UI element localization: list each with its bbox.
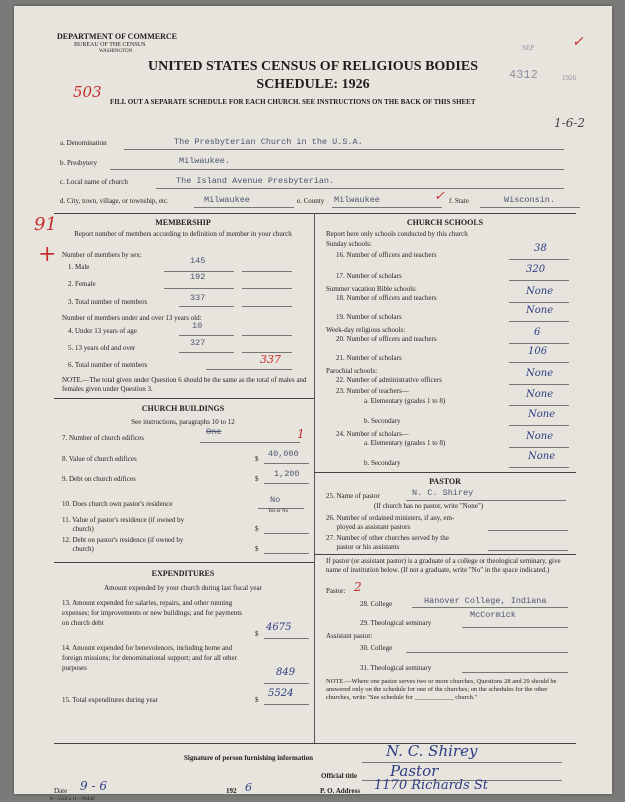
q24b-label: b. Secondary — [364, 459, 401, 467]
denomination-value: The Presbyterian Church in the U.S.A. — [174, 137, 363, 147]
red-margin-number: 91 — [34, 214, 57, 235]
under-13-value: 10 — [192, 321, 203, 331]
members-by-sex-label: Number of members by sex: — [62, 251, 142, 259]
buildings-heading: CHURCH BUILDINGS — [141, 404, 225, 413]
department-heading: DEPARTMENT OF COMMERCE — [57, 32, 178, 41]
signature-value: N. C. Shirey — [386, 742, 478, 760]
q29-value: McCormick — [470, 610, 516, 620]
male-value: 145 — [190, 256, 206, 266]
parsonage-debt-label: 12. Debt on pastor's residence (if owned by church) — [62, 536, 184, 553]
female-label: 2. Female — [68, 280, 96, 288]
membership-note: NOTE.—The total given under Question 6 should be the same as the total of males and females given under Question 3. — [62, 376, 307, 393]
value-edifices-label: 8. Value of church edifices — [62, 455, 137, 463]
male-label: 1. Male — [68, 263, 90, 271]
dollar-sign-parsonage-debt: $ — [255, 545, 259, 553]
sunday-schools-label: Sunday schools: — [326, 240, 372, 248]
total-members-6-value: 337 — [260, 353, 281, 366]
membership-heading: MEMBERSHIP — [155, 218, 211, 227]
debt-edifices-label: 9. Debt on church edifices — [62, 475, 136, 483]
form-number: 8—5518 a 11—9044d — [50, 797, 95, 802]
total-expenditures-value: 5524 — [268, 688, 294, 699]
local-name-label: c. Local name of church — [60, 178, 128, 186]
q17-label: 17. Number of scholars — [336, 272, 402, 280]
q21-label: 21. Number of scholars — [336, 354, 402, 362]
q29-label: 29. Theological seminary — [360, 619, 432, 627]
q22-value: None — [526, 368, 554, 379]
parsonage-value: No — [270, 495, 281, 505]
benevolences-value: 849 — [276, 667, 296, 678]
q24b-value: None — [528, 451, 556, 462]
total-members-label: 3. Total number of members — [68, 298, 148, 306]
po-address-value: 1170 Richards St — [374, 778, 489, 793]
county-value: Milwaukee — [334, 195, 380, 205]
date-annotation: 1-6-2 — [554, 116, 586, 130]
city-label: d. City, town, village, or township, etc. — [60, 197, 169, 205]
q22-label: 22. Number of administrative officers — [336, 376, 442, 384]
total-members-6-label: 6. Total number of members — [68, 361, 148, 369]
salaries-value: 4675 — [266, 622, 292, 633]
q20-label: 20. Number of officers and teachers — [336, 335, 437, 343]
stamp-year: 1926 — [562, 74, 576, 82]
schools-intro: Report here only schools conducted by this church — [326, 230, 468, 238]
q24-label: 24. Number of scholars— — [336, 430, 409, 438]
q25-value: N. C. Shirey — [412, 488, 474, 498]
membership-intro: Report number of members according to definition of member in your church — [74, 230, 292, 238]
q16-label: 16. Number of officers and teachers — [336, 251, 437, 259]
q25-hint: (If church has no pastor, write "None") — [374, 502, 484, 510]
yes-or-no-hint: Yes or No — [268, 509, 289, 514]
date-value: 9 - 6 — [80, 779, 107, 793]
buildings-instructions: See instructions, paragraphs 10 to 12 — [131, 418, 235, 426]
q24a-value: None — [526, 431, 554, 442]
official-title-label: Official title — [321, 772, 357, 780]
pastor-red-mark: 2 — [354, 580, 362, 594]
dollar-sign-15: $ — [255, 696, 259, 704]
year-prefix: 192 — [226, 787, 237, 795]
pastor-label: Pastor: — [326, 587, 346, 595]
q16-value: 38 — [534, 243, 547, 254]
red-check-top: ✓ — [572, 34, 584, 50]
q23b-value: None — [528, 409, 556, 420]
female-value: 192 — [190, 272, 206, 282]
dollar-sign-value: $ — [255, 455, 259, 463]
po-address-label: P. O. Address — [320, 787, 361, 795]
q24a-label: a. Elementary (grades 1 to 8) — [364, 439, 446, 447]
q21-value: 106 — [528, 346, 548, 357]
parsonage-value-label: 11. Value of pastor's residence (if owned by church) — [62, 516, 185, 533]
q26-label: 26. Number of ordained ministers, if any, em- ployed as assistant pastors — [326, 514, 455, 531]
red-number-annotation: 503 — [73, 83, 102, 101]
under-13-label: 4. Under 13 years of age — [68, 327, 137, 335]
bureau-heading: BUREAU OF THE CENSUS — [74, 42, 146, 48]
q18-value: None — [526, 286, 554, 297]
q25-label: 25. Name of pastor — [326, 492, 380, 500]
red-plus-mark: + — [38, 242, 57, 267]
presbytery-value: Milwaukee. — [179, 156, 231, 166]
expenditures-heading: EXPENDITURES — [151, 569, 215, 578]
q28-value: Hanover College, Indiana — [424, 596, 547, 606]
q23a-label: a. Elementary (grades 1 to 8) — [364, 397, 446, 405]
stamp-month: SEP — [522, 44, 535, 52]
q23a-value: None — [526, 389, 554, 400]
edifices-value: 1 — [297, 427, 305, 441]
state-value: Wisconsin. — [504, 195, 556, 205]
over-13-value: 327 — [190, 338, 206, 348]
q28-label: 28. College — [360, 600, 393, 608]
signature-label: Signature of person furnishing information — [184, 754, 313, 762]
assistant-pastor-label: Assistant pastor: — [326, 632, 373, 640]
state-label: f. State — [449, 197, 469, 205]
schools-heading: CHURCH SCHOOLS — [406, 218, 484, 227]
form-title: UNITED STATES CENSUS OF RELIGIOUS BODIES — [147, 59, 478, 74]
q17-value: 320 — [526, 264, 546, 275]
local-name-value: The Island Avenue Presbyterian. — [176, 176, 335, 186]
city-heading: WASHINGTON — [99, 49, 133, 54]
date-label: Date — [54, 787, 68, 795]
salaries-label: 13. Amount expended for salaries, repairs, and other running expenses; for improvements or new buildings; and for payments on church debt — [62, 599, 243, 627]
dollar-sign-parsonage: $ — [255, 525, 259, 533]
q27-label: 27. Number of other churches served by the pastor or his assistants — [326, 534, 449, 551]
q23-label: 23. Number of teachers— — [336, 387, 409, 395]
q31-label: 31. Theological seminary — [360, 664, 432, 672]
presbytery-label: b. Presbytery — [60, 159, 97, 167]
over-13-label: 5. 13 years old and over — [68, 344, 136, 352]
multiple-churches-note: NOTE.—Where one pastor serves two or more churches, Questions 28 and 29 should be answered only on the schedule for one of the churches; on the schedules for the other churches, write "See schedule for ____________ church." — [326, 678, 557, 701]
city-value: Milwaukee — [204, 195, 250, 205]
q23b-label: b. Secondary — [364, 417, 401, 425]
county-label: e. County — [297, 197, 325, 205]
summer-schools-label: Summer vacation Bible schools: — [326, 285, 417, 293]
q18-label: 18. Number of officers and teachers — [336, 294, 437, 302]
q20-value: 6 — [534, 327, 541, 338]
college-note: If pastor (or assistant pastor) is a graduate of a college or theological seminary, give name of institution below. (If not a graduate, write "No" in the space indicated.) — [326, 557, 561, 574]
edifices-label: 7. Number of church edifices — [62, 434, 144, 442]
edifices-struck: One — [206, 427, 222, 437]
pastor-heading: PASTOR — [429, 477, 461, 486]
dollar-sign-13: $ — [255, 630, 259, 638]
benevolences-label: 14. Amount expended for benevolences, including home and foreign missions; for denominational support; and for all other purposes — [62, 644, 237, 672]
q30-label: 30. College — [360, 644, 393, 652]
by-age-label: Number of members under and over 13 years old: — [62, 314, 202, 322]
q19-value: None — [526, 305, 554, 316]
expenditures-intro: Amount expended by your church during last fiscal year — [104, 584, 262, 592]
official-title-value: Pastor — [390, 762, 439, 780]
value-edifices-value: 40,000 — [268, 449, 299, 459]
stamp-number: 4312 — [509, 68, 538, 82]
dollar-sign-debt: $ — [255, 475, 259, 483]
parsonage-label: 10. Does church own pastor's residence — [62, 500, 173, 508]
debt-edifices-value: 1,200 — [274, 469, 300, 479]
total-members-value: 337 — [190, 293, 206, 303]
total-expenditures-label: 15. Total expenditures during year — [62, 696, 158, 704]
red-check-county: ✓ — [434, 189, 445, 204]
year-suffix: 6 — [245, 781, 252, 794]
denomination-label: a. Denomination — [60, 139, 107, 147]
instructions-line: FILL OUT A SEPARATE SCHEDULE FOR EACH CHURCH. SEE INSTRUCTIONS ON THE BACK OF THIS SHEET — [110, 98, 476, 106]
q19-label: 19. Number of scholars — [336, 313, 402, 321]
weekday-schools-label: Week-day religious schools: — [326, 326, 406, 334]
parochial-schools-label: Parochial schools: — [326, 367, 378, 375]
form-subtitle: SCHEDULE: 1926 — [256, 77, 370, 92]
census-form-sheet — [14, 6, 612, 802]
